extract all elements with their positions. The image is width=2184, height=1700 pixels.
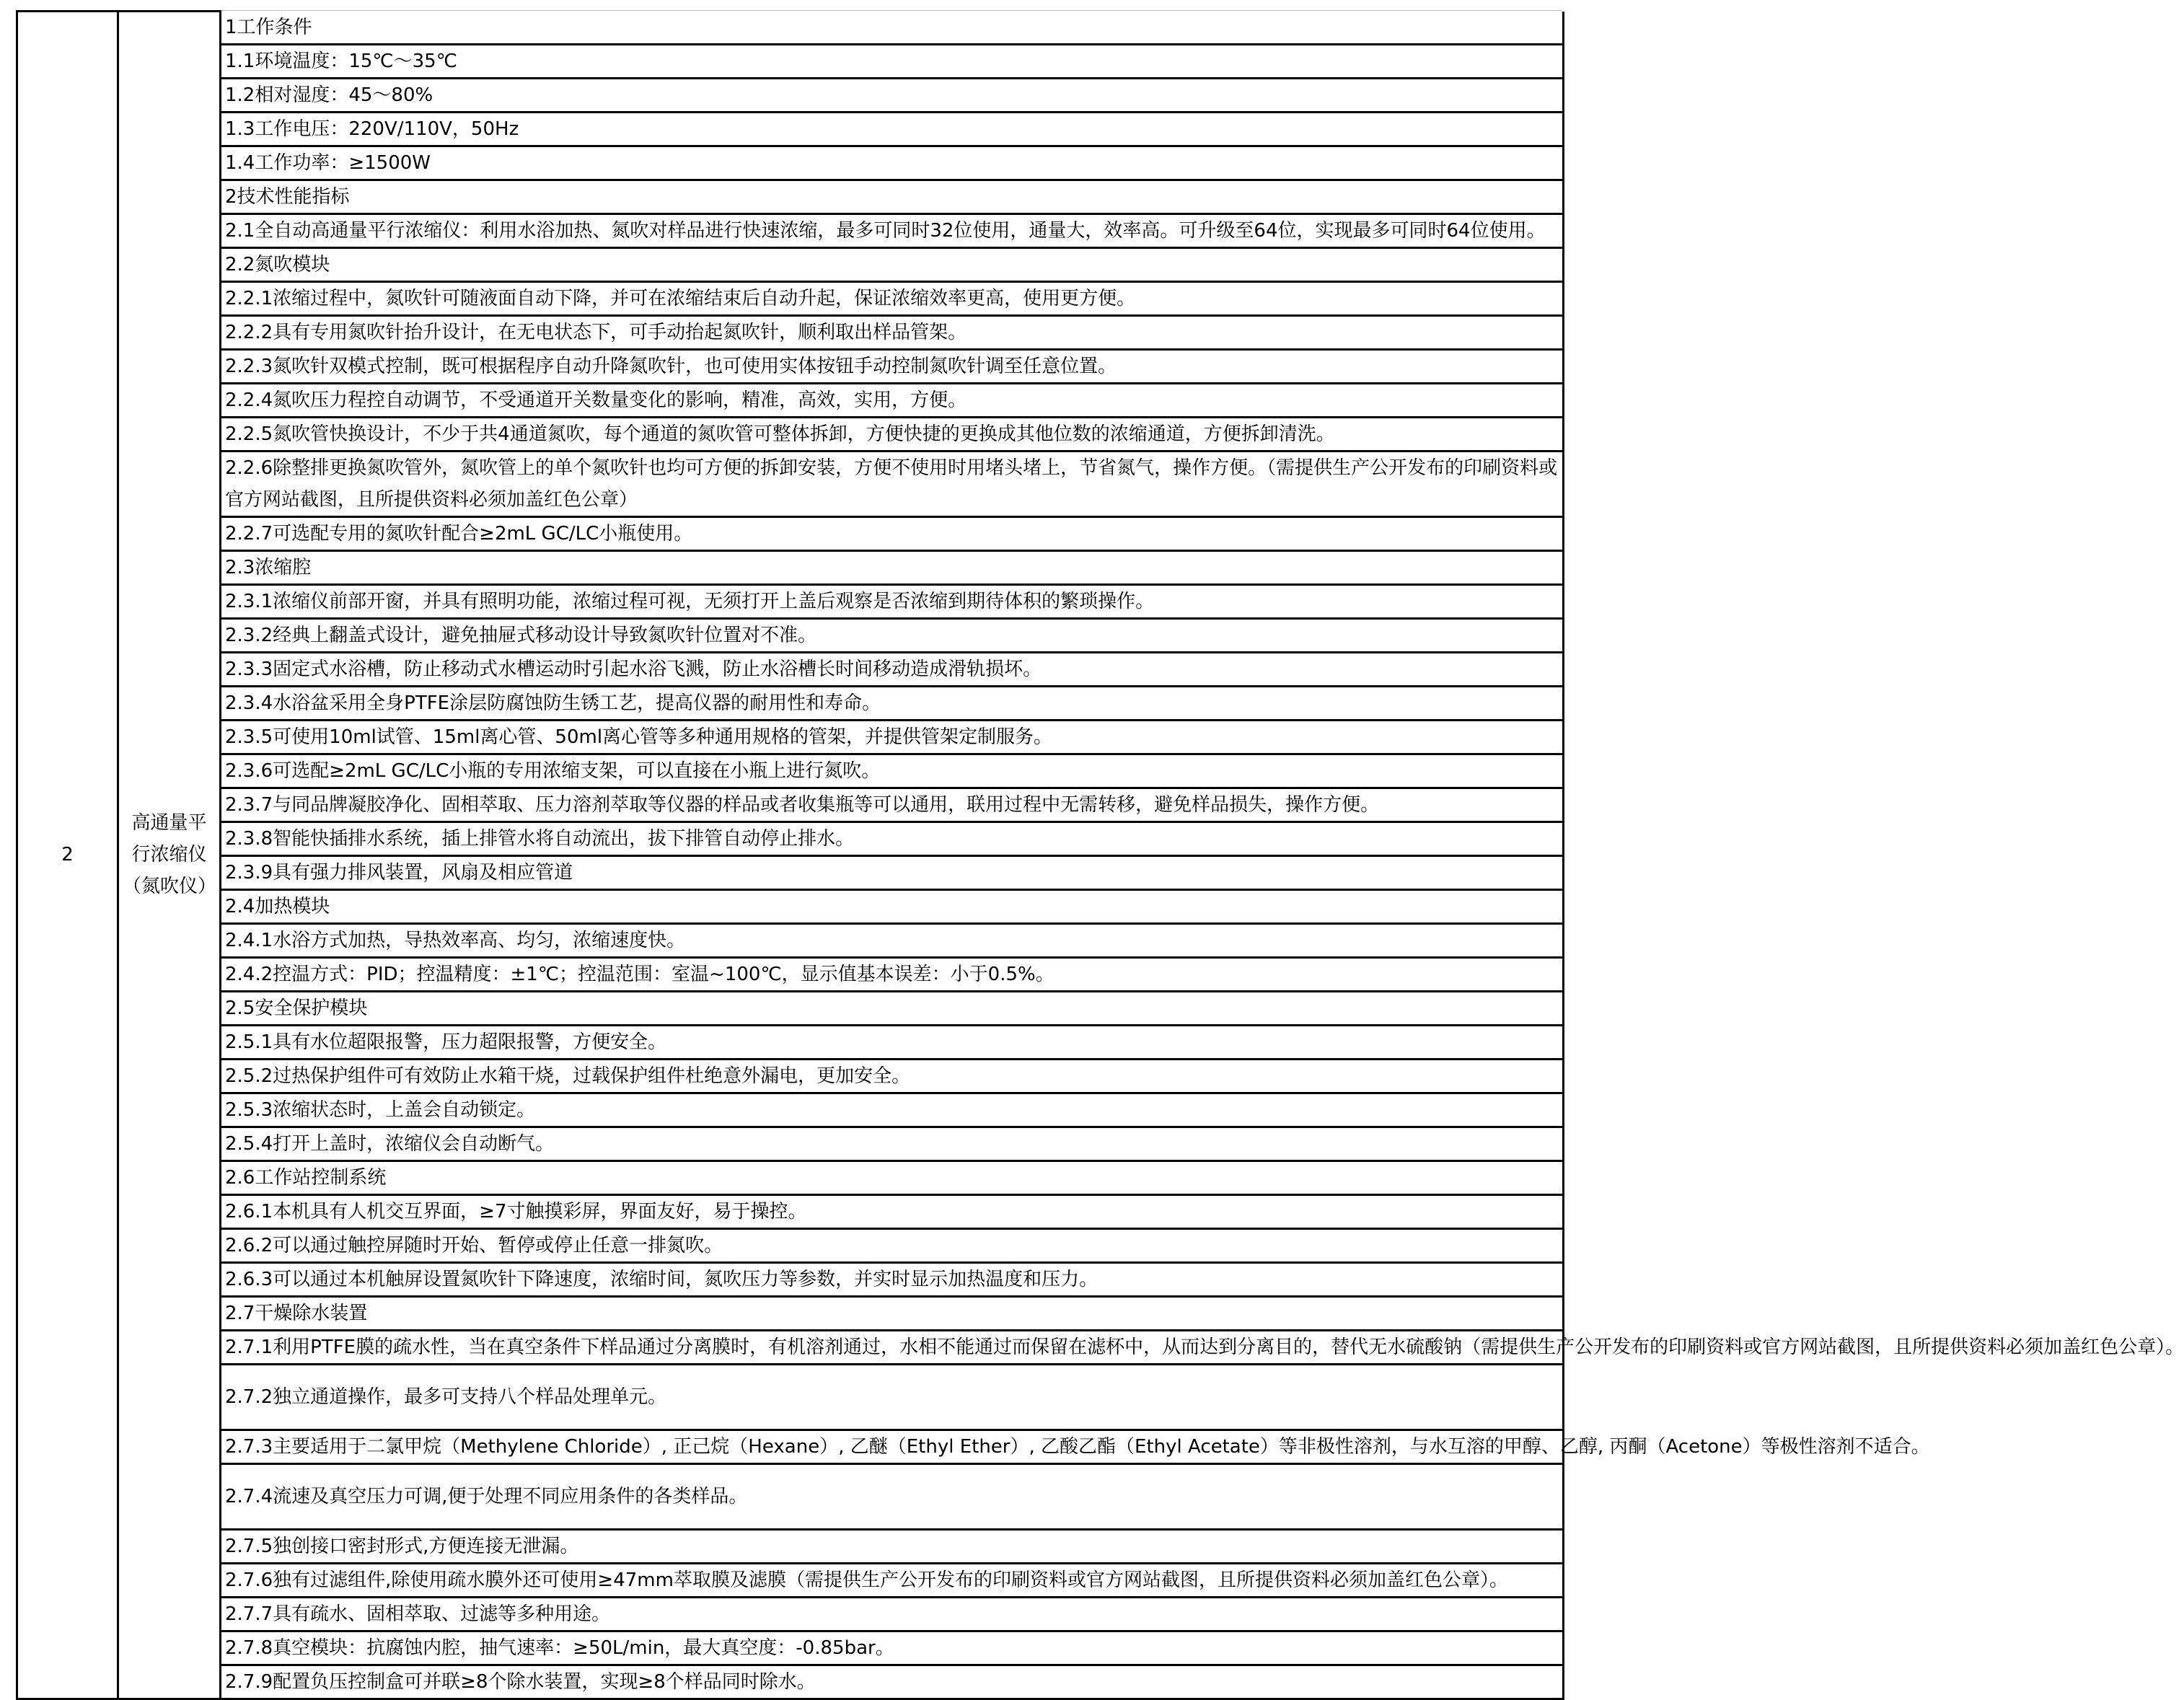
table-row (17, 349, 1564, 383)
spec-item: 2.2.2具有专用氮吹针抬升设计，在无电状态下，可手动抬起氮吹针，顺利取出样品管架。 (221, 315, 1564, 349)
table-row (17, 889, 1564, 923)
table-row (17, 1161, 1564, 1194)
table-row (17, 754, 1564, 788)
spec-item: 2.3.8智能快插排水系统，插上排管水将自动流出，拔下排管自动停止排水。 (221, 822, 1564, 855)
spec-item: 2.3浓缩腔 (221, 550, 1564, 584)
spec-item: 2.3.3固定式水浴槽，防止移动式水槽运动时引起水浴飞溅，防止水浴槽长时间移动造成滑轨损坏。 (221, 652, 1564, 686)
spec-item: 2.3.7与同品牌凝胶净化、固相萃取、压力溶剂萃取等仪器的样品或者收集瓶等可以通用，联用过程中无需转移，避免样品损失，操作方便。 (221, 788, 1564, 822)
spec-table (16, 10, 2184, 1700)
table-row (17, 1296, 1564, 1330)
table-row (17, 1194, 1564, 1228)
table-row (17, 1529, 1564, 1563)
table-row (17, 686, 1564, 720)
spec-item: 1.1环境温度：15℃～35℃ (221, 44, 1564, 78)
table-row (17, 180, 1564, 213)
spec-item: 2.4加热模块 (221, 889, 1564, 923)
table-row (17, 1364, 1564, 1430)
spec-item: 2技术性能指标 (221, 180, 1564, 213)
table-row (17, 957, 1564, 991)
spec-item: 1工作条件 (221, 12, 1564, 45)
table-row (17, 281, 1564, 315)
spec-item: 2.7.8真空模块：抗腐蚀内腔，抽气速率：≥50L/min，最大真空度：-0.85bar。 (221, 1631, 1564, 1665)
spec-item: 2.7.6独有过滤组件,除使用疏水膜外还可使用≥47mm萃取膜及滤膜（需提供生产公开发布的印刷资料或官方网站截图，且所提供资料必须加盖红色公章）。 (221, 1563, 1564, 1597)
table-row (17, 383, 1564, 417)
table-row (17, 788, 1564, 822)
table-row (17, 1631, 1564, 1665)
equipment-name: 高通量平行浓缩仪（氮吹仪） (118, 12, 221, 1699)
table-row (17, 1463, 1564, 1529)
spec-item: 2.7.4流速及真空压力可调,便于处理不同应用条件的各类样品。 (221, 1463, 1564, 1529)
table-row (17, 451, 1564, 516)
table-row (17, 112, 1564, 146)
table-row (17, 1330, 1564, 1364)
table-row (17, 720, 1564, 754)
table-row (17, 1127, 1564, 1161)
table-row (17, 12, 1564, 45)
table-row (17, 1430, 1564, 1463)
table-row (17, 1228, 1564, 1262)
spec-item: 2.5安全保护模块 (221, 991, 1564, 1025)
spec-item: 2.4.1水浴方式加热，导热效率高、均匀，浓缩速度快。 (221, 923, 1564, 957)
spec-item: 2.6.1本机具有人机交互界面，≥7寸触摸彩屏，界面友好，易于操控。 (221, 1194, 1564, 1228)
table-row (17, 44, 1564, 78)
table-row (17, 1059, 1564, 1093)
table-row (17, 78, 1564, 112)
spec-item: 2.7.9配置负压控制盒可并联≥8个除水装置，实现≥8个样品同时除水。 (221, 1665, 1564, 1699)
table-row (17, 991, 1564, 1025)
spec-item: 2.5.1具有水位超限报警，压力超限报警，方便安全。 (221, 1025, 1564, 1059)
spec-item: 2.6.3可以通过本机触屏设置氮吹针下降速度，浓缩时间，氮吹压力等参数，并实时显示加热温度和压力。 (221, 1262, 1564, 1296)
spec-item: 2.3.4水浴盆采用全身PTFE涂层防腐蚀防生锈工艺，提高仪器的耐用性和寿命。 (221, 686, 1564, 720)
spec-item: 2.1全自动高通量平行浓缩仪：利用水浴加热、氮吹对样品进行快速浓缩，最多可同时32位使用，通量大，效率高。可升级至64位，实现最多可同时64位使用。 (221, 213, 1564, 247)
table-row (17, 1262, 1564, 1296)
table-row (17, 247, 1564, 281)
spec-table-body (17, 12, 2184, 1699)
table-row (17, 213, 1564, 247)
table-row (17, 1093, 1564, 1127)
table-row (17, 822, 1564, 855)
table-row (17, 1665, 1564, 1699)
spec-item: 2.7.7具有疏水、固相萃取、过滤等多种用途。 (221, 1597, 1564, 1631)
spec-item: 2.7.5独创接口密封形式,方便连接无泄漏。 (221, 1529, 1564, 1563)
table-row (17, 584, 1564, 618)
spec-item: 2.4.2控温方式：PID；控温精度：±1℃；控温范围：室温~100℃，显示值基本误差：小于0.5%。 (221, 957, 1564, 991)
spec-item: 2.5.3浓缩状态时，上盖会自动锁定。 (221, 1093, 1564, 1127)
table-row (17, 550, 1564, 584)
spec-item: 2.2.4氮吹压力程控自动调节，不受通道开关数量变化的影响，精准，高效，实用，方便。 (221, 383, 1564, 417)
spec-item: 2.2.6除整排更换氮吹管外，氮吹管上的单个氮吹针也均可方便的拆卸安装，方便不使用时用堵头堵上，节省氮气，操作方便。（需提供生产公开发布的印刷资料或官方网站截图，且所提供资料必须加盖红色公章） (221, 451, 1564, 516)
table-row (17, 516, 1564, 550)
spec-item: 2.7干燥除水装置 (221, 1296, 1564, 1330)
spec-item: 2.2.7可选配专用的氮吹针配合≥2mL GC/LC小瓶使用。 (221, 516, 1564, 550)
spec-item: 2.6工作站控制系统 (221, 1161, 1564, 1194)
spec-item: 2.2.1浓缩过程中，氮吹针可随液面自动下降，并可在浓缩结束后自动升起，保证浓缩效率更高，使用更方便。 (221, 281, 1564, 315)
table-row (17, 855, 1564, 889)
spec-item: 1.2相对湿度：45～80% (221, 78, 1564, 112)
spec-item: 2.2.3氮吹针双模式控制，既可根据程序自动升降氮吹针，也可使用实体按钮手动控制氮吹针调至任意位置。 (221, 349, 1564, 383)
spec-item: 2.7.1利用PTFE膜的疏水性，当在真空条件下样品通过分离膜时，有机溶剂通过，水相不能通过而保留在滤杯中，从而达到分离目的，替代无水硫酸钠（需提供生产公开发布的印刷资料或官方网站截图，且所提供资料必须加盖红色公章）。 (221, 1330, 1564, 1364)
spec-item: 2.3.6可选配≥2mL GC/LC小瓶的专用浓缩支架，可以直接在小瓶上进行氮吹。 (221, 754, 1564, 788)
table-row (17, 146, 1564, 180)
spec-item: 2.3.5可使用10ml试管、15ml离心管、50ml离心管等多种通用规格的管架，并提供管架定制服务。 (221, 720, 1564, 754)
spec-item: 2.3.1浓缩仪前部开窗，并具有照明功能，浓缩过程可视，无须打开上盖后观察是否浓缩到期待体积的繁琐操作。 (221, 584, 1564, 618)
table-row (17, 652, 1564, 686)
spec-item: 2.5.4打开上盖时，浓缩仪会自动断气。 (221, 1127, 1564, 1161)
spec-item: 2.5.2过热保护组件可有效防止水箱干烧，过载保护组件杜绝意外漏电，更加安全。 (221, 1059, 1564, 1093)
spec-item: 2.2氮吹模块 (221, 247, 1564, 281)
table-row (17, 315, 1564, 349)
spec-item: 1.3工作电压：220V/110V，50Hz (221, 112, 1564, 146)
spec-item: 2.3.9具有强力排风装置，风扇及相应管道 (221, 855, 1564, 889)
spec-item: 2.3.2经典上翻盖式设计，避免抽屉式移动设计导致氮吹针位置对不准。 (221, 618, 1564, 652)
spec-item: 2.2.5氮吹管快换设计，不少于共4通道氮吹，每个通道的氮吹管可整体拆卸，方便快捷的更换成其他位数的浓缩通道，方便拆卸清洗。 (221, 417, 1564, 451)
spec-item: 1.4工作功率：≥1500W (221, 146, 1564, 180)
table-row (17, 417, 1564, 451)
table-row (17, 1597, 1564, 1631)
row-number: 2 (17, 12, 118, 1699)
table-row (17, 923, 1564, 957)
table-row (17, 618, 1564, 652)
table-row (17, 1563, 1564, 1597)
spec-item: 2.6.2可以通过触控屏随时开始、暂停或停止任意一排氮吹。 (221, 1228, 1564, 1262)
spec-item: 2.7.3主要适用于二氯甲烷（Methylene Chloride）, 正己烷（Hexane）, 乙醚（Ethyl Ether）, 乙酸乙酯（Ethyl Acetate）等非极性溶剂，与水互溶的甲醇、乙醇, 丙酮（Acetone）等极性溶剂不适合。 (221, 1430, 1564, 1463)
spec-item: 2.7.2独立通道操作，最多可支持八个样品处理单元。 (221, 1364, 1564, 1430)
table-row (17, 1025, 1564, 1059)
